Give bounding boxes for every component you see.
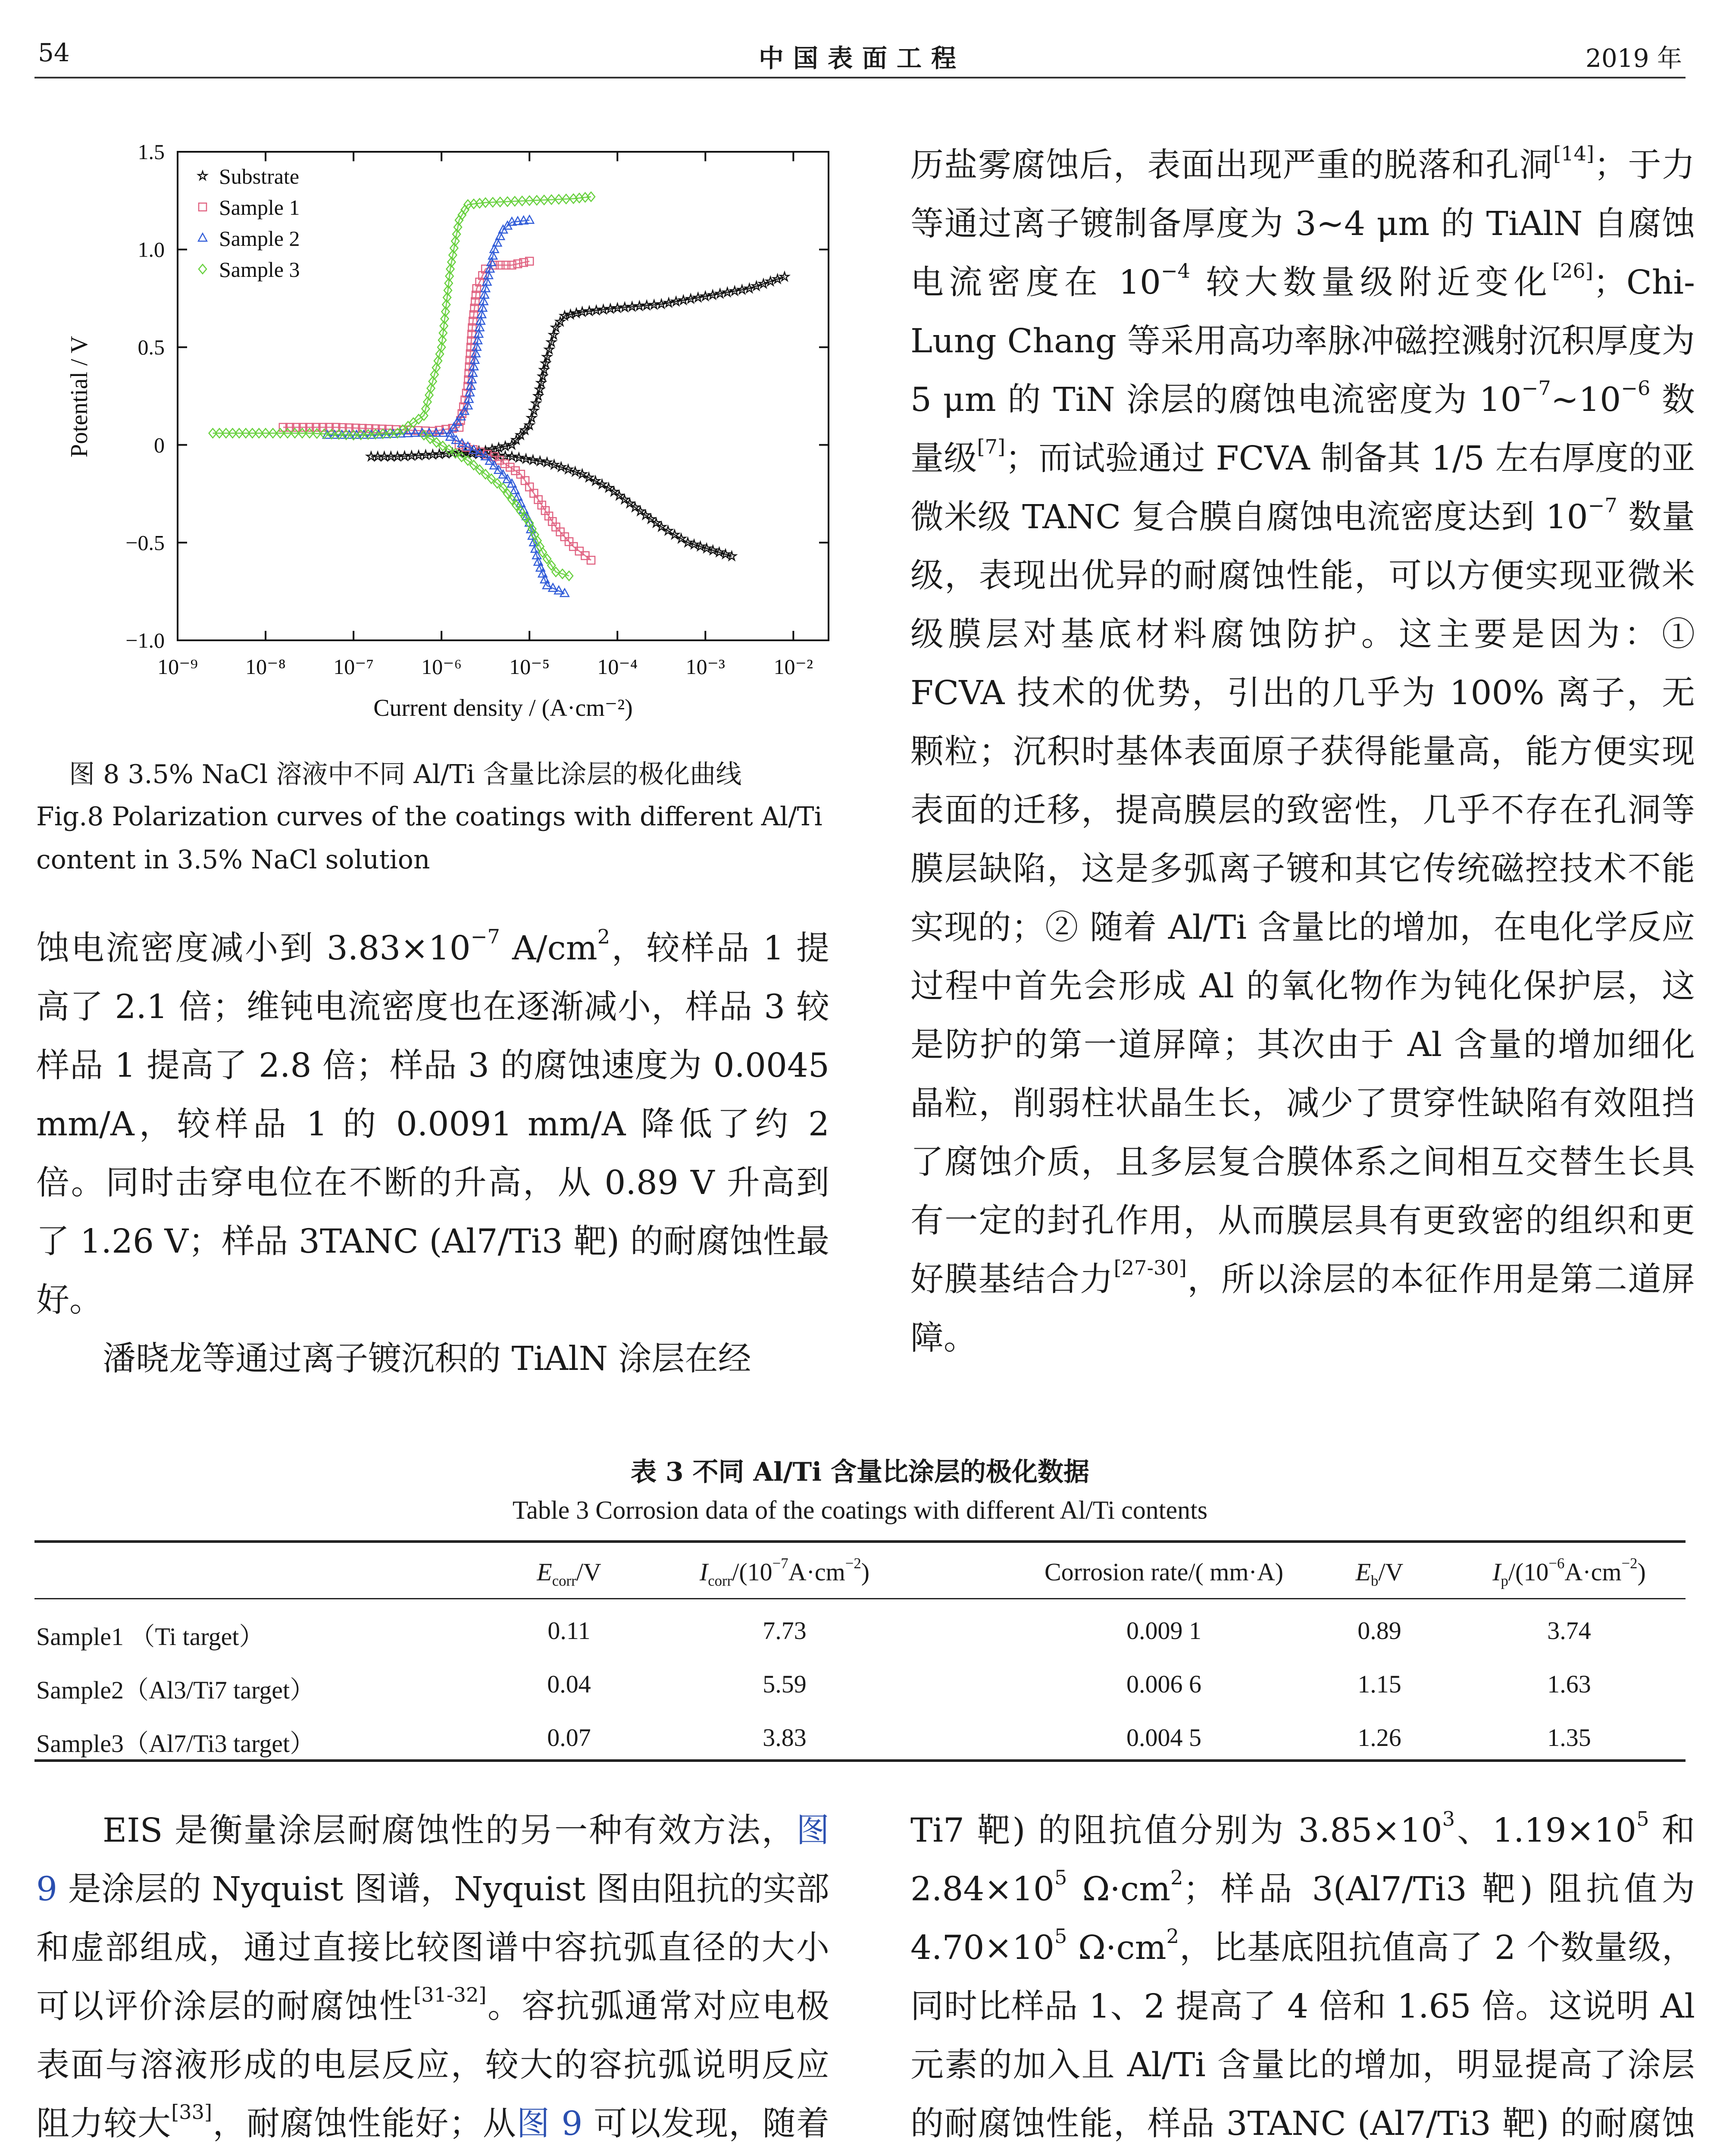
legend-entry: Sample 3 <box>219 257 300 282</box>
impedance-values-paragraph: Ti7 靶) 的阻抗值分别为 $3.85\times 10^3$、$1.19\times 10^5$ 和 $2.84\times 10^5$ $\Omega\cdot cm^2$；样品 3(Al7/Ti3 靶) 阻抗值为 $4.70\times 10^5$ $\Omega\cdot cm^2$，比基底阻抗值高了 2 个数量级，同时比样品 1、2 提高了 4 倍和 1.65 倍。这说明 Al 元素的加入且 Al/Ti 含量比的增加，明显提高了涂层的耐腐蚀性能，样品 3TANC (Al7/Ti3 靶) 的耐腐蚀 <box>910 1807 1695 2143</box>
figure-caption-en-line2: content in 3.5% NaCl solution <box>36 845 430 875</box>
lower-left-body <box>36 1802 829 2156</box>
right-paragraph-1: 历盐雾腐蚀后，表面出现严重的脱落和孔洞[14]；于力等通过离子镀制备厚度为 3~4 μm 的 TiAlN 自腐蚀电流密度在 $10^{-4}$ 较大数量级附近变化[26]；Chi-Lung Chang 等采用高功率脉冲磁控溅射沉积厚度为 5 μm 的 TiN 涂层的腐蚀电流密度为 $10^{-7}\sim 10^{-6}$ 数量级[7]；而试验通过 FCVA 制备其 1/5 左右厚度的亚微米级 TANC 复合膜自腐蚀电流密度达到 $10^{-7}$ 数量级，表现出优异的耐腐蚀性能，可以方便实现亚微米级膜层对基底材料腐蚀防护。这主要是因为：① FCVA 技术的优势，引出的几乎为 100% 离子，无颗粒；沉积时基体表面原子获得能量高，能方便实现表面的迁移，提高膜层的致密性，几乎不存在孔洞等膜层缺陷，这是多弧离子镀和其它传统磁控技术不能实现的；② 随着 Al/Ti 含量比的增加，在电化学反应过程中首先会形成 Al 的氧化物作为钝化保护层，这是防护的第一道屏障；其次由于 Al 含量的增加细化晶粒，削弱柱状晶生长，减少了贯穿性缺陷有效阻挡了腐蚀介质，且多层复合膜体系之间相互交替生长具有一定的封孔作用，从而膜层具有更致密的组织和更好膜基结合力[27-30]，所以涂层的本征作用是第二道屏障。 <box>910 142 1695 1357</box>
x-tick-label: 10⁻⁷ <box>333 655 374 679</box>
anodic-line <box>283 261 529 431</box>
data-point <box>780 272 789 281</box>
y-axis-label: Potential / V <box>66 335 93 458</box>
figure-caption-en-line1: Fig.8 Polarization curves of the coatings with different Al/Ti <box>36 802 822 832</box>
col-header-corrosion-rate: Corrosion rate/( mm·A) <box>1044 1558 1284 1586</box>
y-tick-label: 1.0 <box>138 237 165 262</box>
table-top-rule <box>34 1540 1686 1543</box>
figure-caption-cn: 图 8 3.5% NaCl 溶液中不同 Al/Ti 含量比涂层的极化曲线 <box>69 759 742 790</box>
header-rule <box>34 77 1686 78</box>
x-tick-label: 10⁻⁹ <box>157 655 198 679</box>
y-tick-label: −1.0 <box>125 628 165 652</box>
col-header-icorr: $I_{corr}/(10^{-7}A\cdot cm^{-2})$ <box>699 1555 870 1589</box>
series-sample-2 <box>323 216 569 597</box>
x-tick-label: 10⁻⁶ <box>421 655 462 679</box>
page-number: 54 <box>38 38 70 67</box>
legend-entry: Substrate <box>219 164 300 188</box>
data-point <box>198 171 207 180</box>
figure-9-link[interactable]: 图 9 <box>36 1811 829 1908</box>
series-sample-1 <box>279 257 595 564</box>
right-column-body <box>910 136 1695 1368</box>
y-tick-label: −0.5 <box>125 530 165 555</box>
x-axis-label: Current density / (A·cm⁻²) <box>373 695 633 721</box>
journal-title: 中国表面工程 <box>758 44 966 73</box>
left-paragraph-1: 蚀电流密度减小到 $3.83\times 10^{-7}$ $A/cm^2$，较样品 1 提高了 2.1 倍；维钝电流密度也在逐渐减小，样品 3 较样品 1 提高了 2.8 倍；样品 3 的腐蚀速度为 0.0045 mm/A，较样品 1 的 0.0091 mm/A 降低了约 2 倍。同时击穿电位在不断的升高，从 0.89 V 升高到了 1.26 V；样品 3TANC (Al7/Ti3 靶) 的耐腐蚀性最好。 <box>36 925 829 1319</box>
col-header-eb: $E_b/V$ <box>1355 1558 1404 1589</box>
col-header-ip: $I_p/(10^{-6}A\cdot cm^{-2})$ <box>1492 1555 1646 1589</box>
lower-right-body <box>910 1802 1695 2156</box>
left-column-body <box>36 919 829 1388</box>
polarization-chart <box>47 129 858 750</box>
x-tick-label: 10⁻⁵ <box>509 655 550 679</box>
chart-legend <box>198 164 300 282</box>
table-title-cn: 表 3 不同 Al/Ti 含量比涂层的极化数据 <box>630 1457 1089 1487</box>
data-point <box>199 264 206 274</box>
left-paragraph-2: 潘晓龙等通过离子镀沉积的 TiAlN 涂层在经 <box>103 1340 751 1378</box>
data-point <box>565 571 573 581</box>
series-layer <box>209 192 789 596</box>
figure-9-link-2[interactable]: 图 9 <box>516 2105 583 2143</box>
y-tick-label: 0.5 <box>138 335 165 360</box>
table-bottom-rule <box>34 1759 1686 1762</box>
col-header-ecorr: $E_{corr}/V$ <box>537 1558 601 1589</box>
data-point <box>199 203 206 211</box>
legend-entry: Sample 1 <box>219 195 300 219</box>
data-point <box>198 233 207 241</box>
table-header-rule <box>34 1598 1686 1599</box>
x-tick-label: 10⁻⁴ <box>597 655 638 679</box>
eis-paragraph: EIS 是衡量涂层耐腐蚀性的另一种有效方法，图 9 是涂层的 Nyquist 图谱，Nyquist 图由阻抗的实部和虚部组成，通过直接比较图谱中容抗弧直径的大小可以评价涂层的耐腐蚀性[31-32]。容抗弧通常对应电极表面与溶液形成的电层反应，较大的容抗弧说明反应阻力较大[33]，耐腐蚀性能好；从图 9 可以发现，随着 <box>36 1811 830 2143</box>
y-tick-label: 0 <box>154 432 165 457</box>
legend-entry: Sample 2 <box>219 226 300 251</box>
table-title-en: Table 3 Corrosion data of the coatings with different Al/Ti contents <box>512 1496 1208 1524</box>
journal-year: 2019 年 <box>1585 44 1682 73</box>
series-substrate <box>367 272 789 560</box>
axis-ticks <box>125 140 829 679</box>
y-tick-label: 1.5 <box>138 140 165 164</box>
x-tick-label: 10⁻⁸ <box>245 655 286 679</box>
x-tick-label: 10⁻² <box>773 655 813 679</box>
x-tick-label: 10⁻³ <box>685 655 726 679</box>
anodic-line <box>327 220 529 435</box>
